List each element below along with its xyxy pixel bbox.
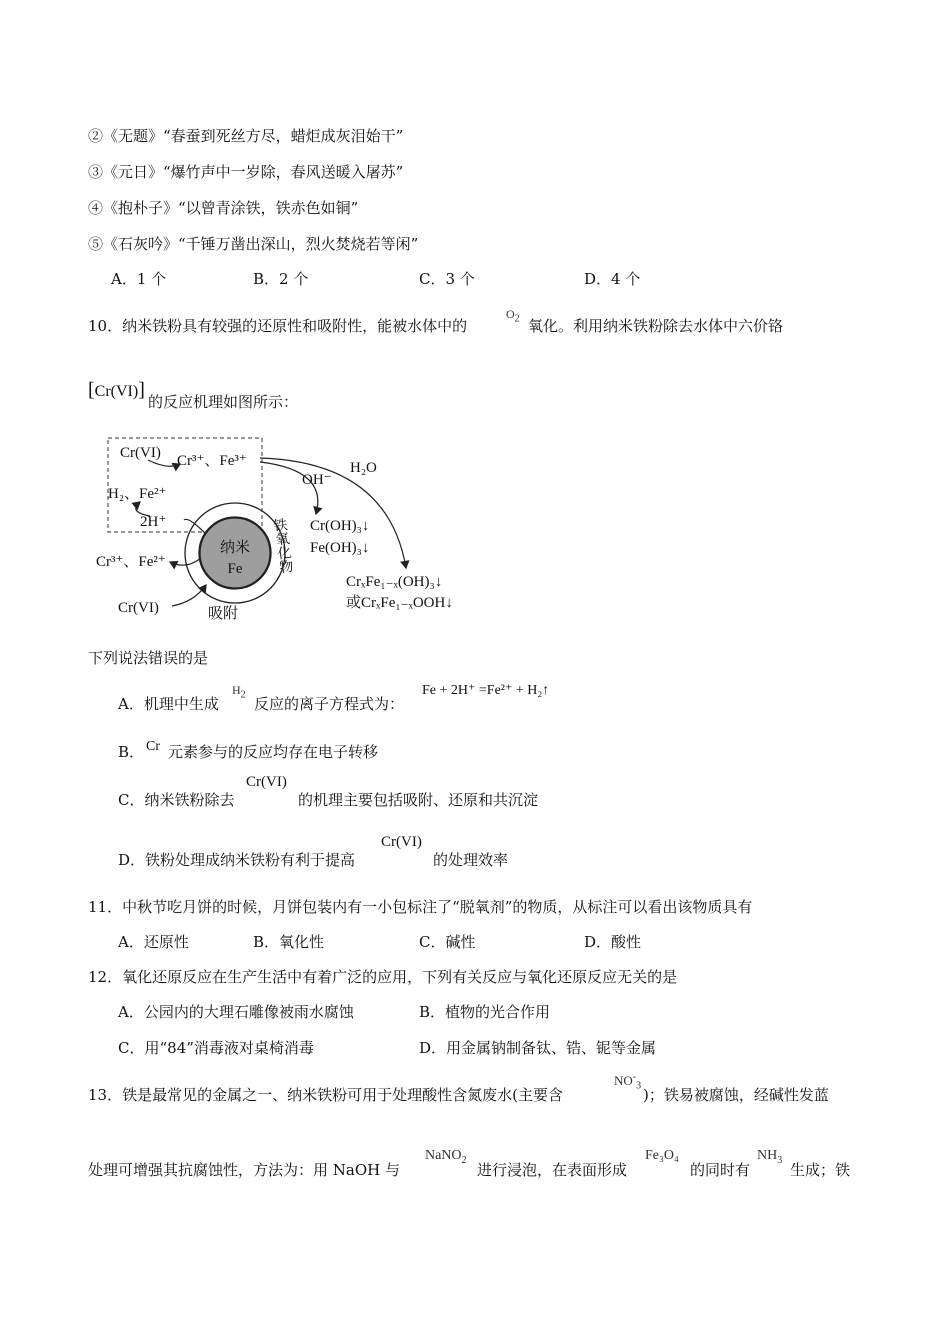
q9-option-a: A．1 个 bbox=[111, 270, 167, 288]
q10-o2-formula: $O_2$ bbox=[506, 307, 520, 325]
q13-line2-part2: 进行浸泡，在表面形成 bbox=[477, 1161, 628, 1179]
core-label-1: 纳米 bbox=[219, 540, 251, 556]
q10-option-b-cr: Cr bbox=[146, 739, 160, 754]
q13-line1-part2: )；铁易被腐蚀，经碱性发蓝 bbox=[643, 1086, 829, 1104]
q11-option-d: D．酸性 bbox=[584, 933, 642, 951]
poem-item-5: ⑤《石灰吟》“千锤万凿出深山，烈火焚烧若等闲” bbox=[88, 235, 419, 253]
crx-label-1: CrₓFe₁₋ₓ(OH)₃↓ bbox=[346, 574, 443, 590]
q13-line1-part1: 13．铁是最常见的金属之一、纳米铁粉可用于处理酸性含氮废水(主要含 bbox=[88, 1086, 563, 1104]
q13-fe3o4-formula: Fe₃O₄ bbox=[645, 1148, 679, 1163]
q10-option-d-crvi: Cr(VI) bbox=[381, 834, 422, 850]
q9-option-b: B．2 个 bbox=[253, 270, 309, 288]
oh-label: OH⁻ bbox=[302, 472, 332, 488]
arrow-crvi-to-core bbox=[172, 585, 206, 606]
poem-item-4: ④《抱朴子》“以曾青涂铁，铁赤色如铜” bbox=[88, 199, 359, 217]
q13-line2-part3: 的同时有 bbox=[690, 1161, 751, 1179]
core-label-2: Fe bbox=[227, 561, 243, 577]
q12-option-b: B．植物的光合作用 bbox=[419, 1003, 551, 1021]
q13-no3-formula: $NO^-_3$ bbox=[614, 1071, 642, 1092]
h2-fe2-label: H₂、Fe²⁺ bbox=[108, 486, 167, 502]
q9-option-c: C．3 个 bbox=[419, 270, 475, 288]
q12-option-a: A．公园内的大理石雕像被雨水腐蚀 bbox=[118, 1003, 354, 1021]
shell-label: 铁氧化物 bbox=[270, 516, 294, 575]
q13-line2-part1: 处理可增强其抗腐蚀性，方法为：用 NaOH 与 bbox=[88, 1161, 400, 1179]
q10-option-d-text2: 的处理效率 bbox=[433, 851, 509, 869]
fe-oh3-label: Fe(OH)₃↓ bbox=[310, 540, 370, 556]
q10-option-a-equation: Fe + 2H⁺ =Fe²⁺ + H₂↑ bbox=[422, 683, 550, 698]
q10-option-a-h2: $H_2$ bbox=[232, 683, 246, 701]
q11-option-b: B．氧化性 bbox=[253, 933, 325, 951]
adsorb-label: 吸附 bbox=[208, 606, 239, 622]
q10-stem-part3: 的反应机理如图所示： bbox=[148, 393, 299, 411]
cr3-fe3-label: Cr³⁺、Fe³⁺ bbox=[177, 453, 247, 469]
q11-option-c: C．碱性 bbox=[419, 933, 476, 951]
q10-stem-part2: 氧化。利用纳米铁粉除去水体中六价铬 bbox=[528, 317, 784, 335]
q13-nano2-formula: NaNO$_2$ bbox=[425, 1148, 467, 1166]
q10-crvi-bracket: [Cr(VI)] bbox=[88, 379, 145, 401]
q10-option-c-text: C．纳米铁粉除去 bbox=[118, 791, 235, 809]
q10-stem-part1: 10．纳米铁粉具有较强的还原性和吸附性，能被水体中的 bbox=[88, 317, 468, 335]
q12-option-c: C．用“84”消毒液对桌椅消毒 bbox=[118, 1039, 314, 1057]
q12-option-d: D．用金属钠制备钛、锆、铌等金属 bbox=[419, 1039, 657, 1057]
crx-label-2: 或CrₓFe₁₋ₓOOH↓ bbox=[346, 595, 453, 611]
q10-option-b-label: B． bbox=[118, 743, 145, 761]
mechanism-diagram bbox=[88, 430, 488, 630]
q13-nh3-formula: $NH_3$ bbox=[757, 1148, 783, 1166]
q12-stem: 12．氧化还原反应在生产生活中有着广泛的应用，下列有关反应与氧化还原反应无关的是 bbox=[88, 968, 678, 986]
two-h-label: 2H⁺ bbox=[140, 514, 167, 530]
q10-prompt: 下列说法错误的是 bbox=[88, 649, 209, 667]
poem-item-2: ②《无题》“春蚕到死丝方尽，蜡炬成灰泪始干” bbox=[88, 127, 404, 145]
q11-option-a: A．还原性 bbox=[118, 933, 189, 951]
cr3-fe2-label: Cr³⁺、Fe²⁺ bbox=[96, 554, 166, 570]
q10-option-b-text: 元素参与的反应均存在电子转移 bbox=[168, 743, 379, 761]
arrow-fe3-oh bbox=[260, 462, 318, 514]
crvi-top-label: Cr(VI) bbox=[120, 445, 161, 461]
q10-option-a-text: A．机理中生成 bbox=[118, 695, 219, 713]
q9-option-d: D．4 个 bbox=[584, 270, 641, 288]
q10-option-c-crvi: Cr(VI) bbox=[246, 774, 287, 790]
cr-oh3-label: Cr(OH)₃↓ bbox=[310, 518, 370, 534]
q11-stem: 11．中秋节吃月饼的时候，月饼包装内有一小包标注了“脱氧剂”的物质，从标注可以看出该物质具有 bbox=[88, 898, 753, 916]
crvi-bottom-label: Cr(VI) bbox=[118, 600, 159, 616]
q10-option-a-text2: 反应的离子方程式为： bbox=[254, 695, 405, 713]
q10-option-c-text2: 的机理主要包括吸附、还原和共沉淀 bbox=[298, 791, 539, 809]
h2o-label: H₂O bbox=[350, 460, 377, 476]
poem-item-3: ③《元日》“爆竹声中一岁除，春风送暖入屠苏” bbox=[88, 163, 404, 181]
q13-line2-part4: 生成；铁 bbox=[790, 1161, 851, 1179]
q10-option-d-text: D．铁粉处理成纳米铁粉有利于提高 bbox=[118, 851, 356, 869]
